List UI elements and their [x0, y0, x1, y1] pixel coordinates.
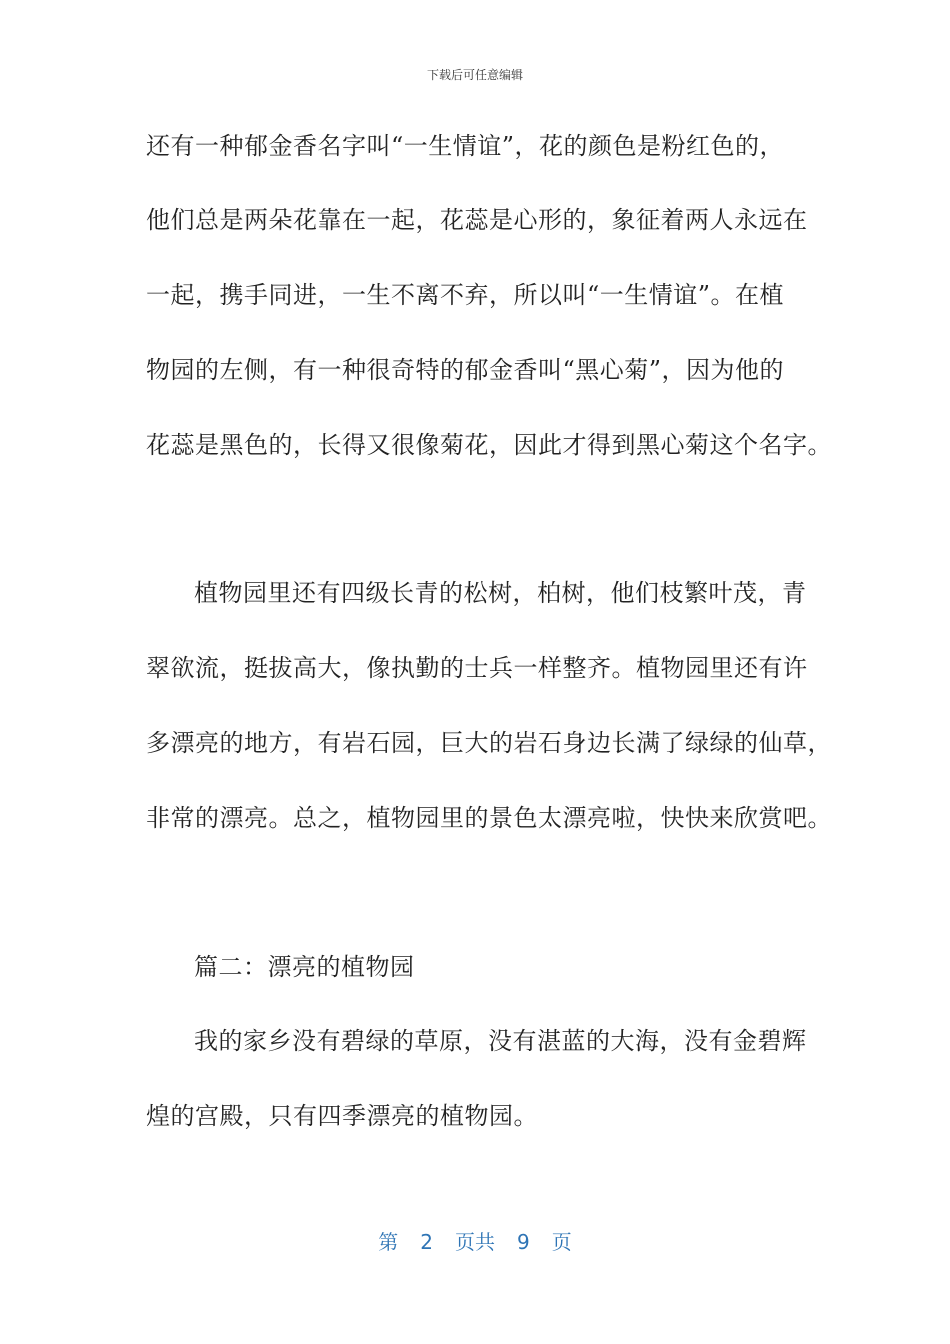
paragraph-line: 非常的漂亮。总之，植物园里的景色太漂亮啦，快快来欣赏吧。	[146, 804, 832, 832]
paragraph-line: 翠欲流，挺拔高大，像执勤的士兵一样整齐。植物园里还有许	[146, 654, 808, 682]
paragraph-line: 植物园里还有四级长青的松树，柏树，他们枝繁叶茂，青	[194, 579, 807, 607]
paragraph-line: 一起，携手同进，一生不离不弃，所以叫“一生情谊”。在植	[146, 281, 785, 309]
paragraph-line: 多漂亮的地方，有岩石园，巨大的岩石身边长满了绿绿的仙草，	[146, 729, 832, 757]
footer-middle: 页共	[455, 1230, 495, 1254]
footer-total-pages: 9	[517, 1230, 530, 1254]
section-heading-text: 篇二：漂亮的植物园	[194, 953, 415, 981]
paragraph-line: 花蕊是黑色的，长得又很像菊花，因此才得到黑心菊这个名字。	[146, 431, 832, 459]
page-footer	[0, 1226, 950, 1255]
paragraph-line: 我的家乡没有碧绿的草原，没有湛蓝的大海，没有金碧辉	[194, 1027, 807, 1055]
footer-prefix: 第	[378, 1230, 399, 1254]
paragraph-line: 物园的左侧，有一种很奇特的郁金香叫“黑心菊”，因为他的	[146, 356, 785, 384]
footer-suffix: 页	[551, 1230, 572, 1254]
header-note: 下载后可任意编辑	[426, 68, 523, 82]
paragraph-line: 他们总是两朵花靠在一起，花蕊是心形的，象征着两人永远在	[146, 206, 808, 234]
paragraph-line: 还有一种郁金香名字叫“一生情谊”，花的颜色是粉红色的，	[146, 132, 785, 160]
footer-current-page: 2	[420, 1230, 433, 1254]
paragraph-line: 煌的宫殿，只有四季漂亮的植物园。	[146, 1102, 538, 1130]
